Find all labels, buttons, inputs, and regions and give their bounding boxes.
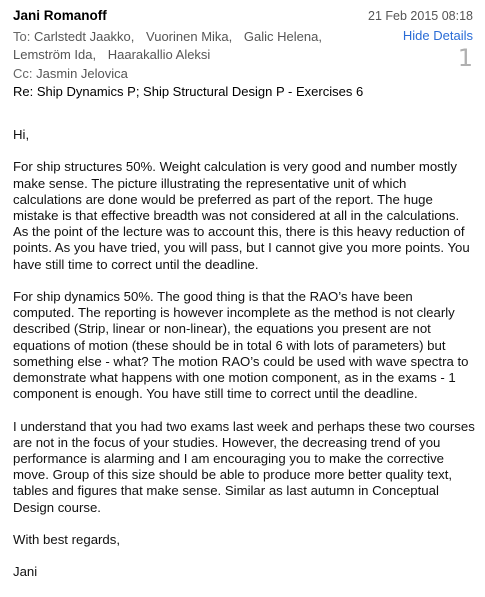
attachment-count: 1: [457, 44, 473, 72]
cc-label: Cc:: [13, 66, 33, 81]
recipient[interactable]: Galic Helena,: [243, 29, 322, 44]
body-paragraph: For ship dynamics 50%. The good thing is that the RAO’s have been computed. The reporting is however incomplete as the method is not clearly described (Strip, linear or non-linear), the equations you present are not equations of motion (these should be in total 6 with lots of parameters) but something else - what? The motion RAO’s could be used with wave spectra to demonstrate what happens with one motion component, as in the exams - 1 component is enough. You have still time to correct until the deadline.: [13, 289, 469, 402]
subject-line: Re: Ship Dynamics P; Ship Structural Design P - Exercises 6: [13, 84, 364, 99]
hide-details-link[interactable]: Hide Details: [402, 28, 473, 43]
cc-recipient[interactable]: Jasmin Jelovica: [36, 66, 128, 81]
email-header: [0, 0, 485, 108]
recipient[interactable]: Haarakallio Aleksi: [107, 47, 211, 62]
recipient[interactable]: Lemström Ida,: [13, 47, 97, 62]
recipient[interactable]: Carlstedt Jaakko,: [33, 29, 135, 44]
recipient[interactable]: Vuorinen Mika,: [146, 29, 233, 44]
message-body: [13, 127, 475, 597]
greeting: Hi,: [13, 127, 30, 142]
to-line-continued: [13, 47, 210, 62]
sender-name[interactable]: Jani Romanoff: [13, 8, 107, 23]
signature: Jani: [13, 564, 38, 580]
body-paragraph: I understand that you had two exams last week and perhaps these two courses are not in the focus of your studies. However, the decreasing trend of you performance is alarming and I am encouraging you to make the corrective move. Group of this size should be able to produce more better quality text, tables and figures that make sense. Similar as last autumn in Conceptual Design course.: [13, 418, 475, 515]
body-paragraph: For ship structures 50%. Weight calculation is very good and number mostly make sense. The picture illustrating the representative unit of which calculations are done would be preferred as part of the report. The huge mistake is that effective breadth was not considered at all in the calculations. As the point of the lecture was to account this, there is this heavy reduction of points. As you have tried, you will pass, but I cannot give you more points. You have still time to correct until the deadline.: [13, 159, 470, 272]
to-line: [13, 29, 322, 44]
closing: With best regards,: [13, 532, 121, 548]
sent-date: 21 Feb 2015 08:18: [368, 9, 473, 23]
to-label: To:: [13, 29, 31, 44]
cc-line: [13, 66, 128, 81]
